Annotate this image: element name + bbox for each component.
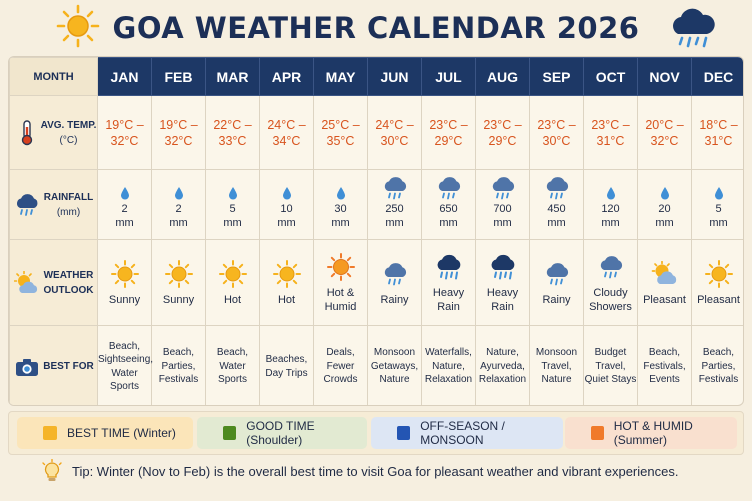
- temp-max: 33°C: [218, 133, 247, 148]
- best-for-item: Nature,: [486, 347, 519, 359]
- best-for-row: [10, 326, 745, 407]
- sun-cloud-icon: [651, 261, 679, 287]
- rainfall-value: 120: [601, 202, 620, 215]
- sun-icon: [273, 260, 301, 288]
- temp-min: 23°C –: [591, 117, 630, 132]
- temp-max: 32°C: [650, 133, 679, 148]
- weather-label: Rainy: [380, 293, 409, 306]
- month-header: DEC: [692, 58, 745, 96]
- rainfall-value: 700: [493, 202, 512, 215]
- drop-icon: [714, 186, 724, 200]
- best-for-cell: [476, 326, 530, 407]
- best-for-item: Beach,: [216, 347, 249, 359]
- rainfall-unit: mm: [709, 216, 728, 229]
- best-for-item: Water Sports: [110, 367, 139, 392]
- temp-min: 23°C –: [483, 117, 522, 132]
- best-for-item: Getaways,: [370, 360, 419, 372]
- rainfall-value: 250: [385, 202, 404, 215]
- best-for-item: Beach,: [648, 347, 681, 359]
- row-header-label: BEST FOR: [43, 361, 94, 372]
- lightbulb-icon: [40, 459, 64, 483]
- legend-item-good-time: [197, 417, 367, 449]
- temp-cell: [206, 96, 260, 170]
- best-for-cell: [584, 326, 638, 407]
- weather-cell: [638, 240, 692, 326]
- temp-min: 23°C –: [537, 117, 576, 132]
- month-header: MAY: [314, 58, 368, 96]
- drop-icon: [120, 186, 130, 200]
- weather-label: Humid: [324, 300, 357, 313]
- temp-min: 19°C –: [159, 117, 198, 132]
- rainfall-unit: mm: [655, 216, 674, 229]
- best-for-item: Sports: [218, 374, 247, 386]
- legend-swatch: [43, 426, 57, 440]
- best-for-cell: [314, 326, 368, 407]
- row-header-label: OUTLOOK: [43, 284, 94, 296]
- rainfall-value: 5: [229, 202, 236, 215]
- rainfall-cell: [530, 170, 584, 240]
- best-for-item: Deals,: [326, 347, 355, 359]
- temp-cell: [530, 96, 584, 170]
- best-for-item: Budget: [594, 347, 627, 359]
- best-for-cell: [206, 326, 260, 407]
- best-for-cell: [530, 326, 584, 407]
- rainfall-row: [10, 170, 745, 240]
- tip-text: Tip: Winter (Nov to Feb) is the overall best time to visit Goa for pleasant weather and vibrant experiences.: [72, 463, 679, 479]
- weather-calendar-table: [8, 56, 744, 406]
- drop-icon: [174, 186, 184, 200]
- temp-max: 32°C: [110, 133, 139, 148]
- heavy-rain-icon: [434, 254, 464, 280]
- row-header-temperature: [10, 96, 98, 170]
- legend-label: OFF-SEASON / MONSOON: [420, 419, 505, 447]
- best-for-item: Fewer: [326, 360, 355, 372]
- legend-item-hot-humid: [565, 417, 737, 449]
- best-for-item: Travel,: [595, 360, 626, 372]
- weather-label: Hot: [223, 293, 242, 306]
- rainfall-cell: [206, 170, 260, 240]
- temp-max: 30°C: [380, 133, 409, 148]
- row-header-label: RAINFALL: [43, 191, 94, 203]
- month-header-row: [10, 58, 745, 96]
- best-for-item: Crowds: [323, 374, 358, 386]
- best-for-item: Festivals: [158, 374, 199, 386]
- best-for-cell: [152, 326, 206, 407]
- rainfall-value: 30: [334, 202, 347, 215]
- best-for-cell: [422, 326, 476, 407]
- best-for-item: Beach,: [162, 347, 195, 359]
- best-for-cell: [692, 326, 745, 407]
- weather-cell: [314, 240, 368, 326]
- row-header-unit: (°C): [59, 134, 78, 146]
- rainfall-cell: [638, 170, 692, 240]
- weather-label: Heavy: [432, 286, 465, 299]
- best-for-item: Travel,: [541, 360, 572, 372]
- best-for-item: Relaxation: [478, 374, 527, 386]
- month-header: AUG: [476, 58, 530, 96]
- temp-min: 18°C –: [699, 117, 738, 132]
- month-header: MAR: [206, 58, 260, 96]
- header: [0, 0, 752, 56]
- rainfall-unit: mm: [223, 216, 242, 229]
- sun-icon: [111, 260, 139, 288]
- temp-min: 23°C –: [429, 117, 468, 132]
- rainfall-cell: [314, 170, 368, 240]
- legend-label: BEST TIME (Winter): [67, 426, 176, 440]
- camera-icon: [14, 354, 40, 380]
- temperature-row: [10, 96, 745, 170]
- weather-cell: [692, 240, 745, 326]
- rainfall-unit: mm: [601, 216, 620, 229]
- rainfall-unit: mm: [331, 216, 350, 229]
- month-header: APR: [260, 58, 314, 96]
- best-for-cell: [368, 326, 422, 407]
- temp-min: 22°C –: [213, 117, 252, 132]
- best-for-item: Festivals: [698, 374, 739, 386]
- legend-item-off-season: [371, 417, 563, 449]
- sun-cloud-icon: [14, 270, 40, 296]
- best-for-item: Nature,: [432, 360, 465, 372]
- weather-label: Rainy: [542, 293, 571, 306]
- sun-icon: [705, 260, 733, 288]
- temp-cell: [638, 96, 692, 170]
- rainfall-value: 450: [547, 202, 566, 215]
- temp-min: 20°C –: [645, 117, 684, 132]
- month-header: JUL: [422, 58, 476, 96]
- rainfall-cell: [260, 170, 314, 240]
- temp-max: 31°C: [704, 133, 733, 148]
- best-for-item: Beach,: [702, 347, 735, 359]
- month-header: NOV: [638, 58, 692, 96]
- weather-outlook-row: [10, 240, 745, 326]
- temp-cell: [368, 96, 422, 170]
- rain-cloud-icon: [543, 262, 571, 286]
- weather-cell: [476, 240, 530, 326]
- best-for-item: Parties,: [701, 360, 736, 372]
- weather-cell: [260, 240, 314, 326]
- sun-icon: [56, 4, 100, 48]
- tip: [40, 458, 740, 484]
- weather-label: Showers: [589, 300, 632, 313]
- weather-label: Rain: [437, 300, 460, 313]
- month-column-label: MONTH: [10, 58, 98, 96]
- rain-cloud-icon: [668, 4, 716, 50]
- best-for-item: Beaches,: [265, 354, 308, 365]
- rainfall-cell: [368, 170, 422, 240]
- temp-max: 35°C: [326, 133, 355, 148]
- weather-cell: [206, 240, 260, 326]
- temp-cell: [152, 96, 206, 170]
- rainfall-unit: mm: [493, 216, 512, 229]
- best-for-cell: [260, 326, 314, 407]
- rainfall-value: 10: [280, 202, 293, 215]
- rain-cloud-icon: [489, 176, 517, 200]
- rain-cloud-icon: [381, 262, 409, 286]
- row-header-label: AVG. TEMP.: [40, 119, 97, 131]
- temp-cell: [422, 96, 476, 170]
- temp-cell: [314, 96, 368, 170]
- rainfall-value: 20: [658, 202, 671, 215]
- temp-cell: [584, 96, 638, 170]
- legend: [8, 411, 744, 455]
- temp-max: 31°C: [596, 133, 625, 148]
- best-for-item: Beach,: [108, 340, 141, 352]
- legend-swatch: [591, 426, 604, 440]
- rainfall-value: 5: [715, 202, 722, 215]
- best-for-item: Day Trips: [265, 367, 308, 379]
- temp-cell: [260, 96, 314, 170]
- best-for-item: Sightseeing,: [98, 354, 154, 365]
- rainfall-value: 650: [439, 202, 458, 215]
- weather-cell: [584, 240, 638, 326]
- weather-cell: [530, 240, 584, 326]
- legend-item-best-time: [17, 417, 193, 449]
- rainfall-value: 2: [175, 202, 182, 215]
- temp-cell: [692, 96, 745, 170]
- rainfall-value: 2: [121, 202, 128, 215]
- rainfall-cell: [98, 170, 152, 240]
- temp-cell: [98, 96, 152, 170]
- temp-cell: [476, 96, 530, 170]
- row-header-best-for: [10, 326, 98, 407]
- rainfall-cell: [152, 170, 206, 240]
- legend-swatch: [223, 426, 236, 440]
- page-title: GOA WEATHER CALENDAR 2026: [112, 11, 640, 45]
- best-for-item: Monsoon: [535, 347, 578, 359]
- heavy-rain-icon: [488, 254, 518, 280]
- best-for-cell: [98, 326, 152, 407]
- month-header: FEB: [152, 58, 206, 96]
- month-header: JUN: [368, 58, 422, 96]
- weather-label: Sunny: [108, 293, 141, 306]
- weather-cell: [368, 240, 422, 326]
- best-for-item: Events: [649, 374, 680, 386]
- weather-label: Hot: [277, 293, 296, 306]
- temp-max: 32°C: [164, 133, 193, 148]
- month-header: SEP: [530, 58, 584, 96]
- temp-max: 34°C: [272, 133, 301, 148]
- drop-icon: [336, 186, 346, 200]
- rainfall-unit: mm: [169, 216, 188, 229]
- weather-label: Hot &: [326, 286, 355, 299]
- weather-label: Pleasant: [643, 293, 686, 306]
- rainfall-cell: [422, 170, 476, 240]
- legend-label: HOT & HUMID (Summer): [613, 419, 693, 447]
- row-header-label: WEATHER: [43, 269, 94, 281]
- rainfall-cell: [476, 170, 530, 240]
- weather-cell: [152, 240, 206, 326]
- rainfall-unit: mm: [547, 216, 566, 229]
- rainfall-unit: mm: [115, 216, 134, 229]
- weather-label: Pleasant: [697, 293, 740, 306]
- best-for-item: Ayurveda,: [480, 360, 525, 372]
- rainfall-unit: mm: [439, 216, 458, 229]
- sun-icon: [165, 260, 193, 288]
- legend-swatch: [397, 426, 410, 440]
- weather-cell: [422, 240, 476, 326]
- hot-sun-icon: [327, 253, 355, 281]
- best-for-item: Relaxation: [424, 374, 473, 386]
- temp-min: 19°C –: [105, 117, 144, 132]
- month-header: JAN: [98, 58, 152, 96]
- rain-cloud-icon: [543, 176, 571, 200]
- month-header: OCT: [584, 58, 638, 96]
- weather-cell: [98, 240, 152, 326]
- temp-min: 25°C –: [321, 117, 360, 132]
- best-for-item: Monsoon: [373, 347, 416, 359]
- sun-icon: [219, 260, 247, 288]
- rain-cloud-icon: [597, 255, 625, 279]
- best-for-item: Waterfalls,: [425, 347, 472, 359]
- temp-max: 29°C: [488, 133, 517, 148]
- temp-min: 24°C –: [267, 117, 306, 132]
- weather-label: Heavy: [486, 286, 519, 299]
- temp-max: 30°C: [542, 133, 571, 148]
- best-for-item: Nature: [541, 374, 572, 386]
- best-for-item: Parties,: [161, 360, 196, 372]
- best-for-item: Nature: [379, 374, 410, 386]
- weather-label: Sunny: [162, 293, 195, 306]
- rainfall-cell: [584, 170, 638, 240]
- rain-cloud-icon: [14, 192, 40, 218]
- row-header-rainfall: [10, 170, 98, 240]
- weather-label: Cloudy: [593, 286, 628, 299]
- rain-cloud-icon: [381, 176, 409, 200]
- best-for-item: Water: [219, 360, 246, 372]
- drop-icon: [282, 186, 292, 200]
- rainfall-cell: [692, 170, 745, 240]
- rainfall-unit: mm: [385, 216, 404, 229]
- best-for-item: Festivals,: [643, 360, 686, 372]
- rainfall-unit: mm: [277, 216, 296, 229]
- legend-label: GOOD TIME (Shoulder): [246, 419, 315, 447]
- row-header-weather-outlook: [10, 240, 98, 326]
- thermometer-icon: [14, 120, 40, 146]
- weather-label: Rain: [491, 300, 514, 313]
- drop-icon: [660, 186, 670, 200]
- temp-max: 29°C: [434, 133, 463, 148]
- drop-icon: [228, 186, 238, 200]
- best-for-item: Quiet Stays: [584, 374, 637, 386]
- row-header-unit: (mm): [56, 206, 81, 218]
- best-for-cell: [638, 326, 692, 407]
- rain-cloud-icon: [435, 176, 463, 200]
- drop-icon: [606, 186, 616, 200]
- temp-min: 24°C –: [375, 117, 414, 132]
